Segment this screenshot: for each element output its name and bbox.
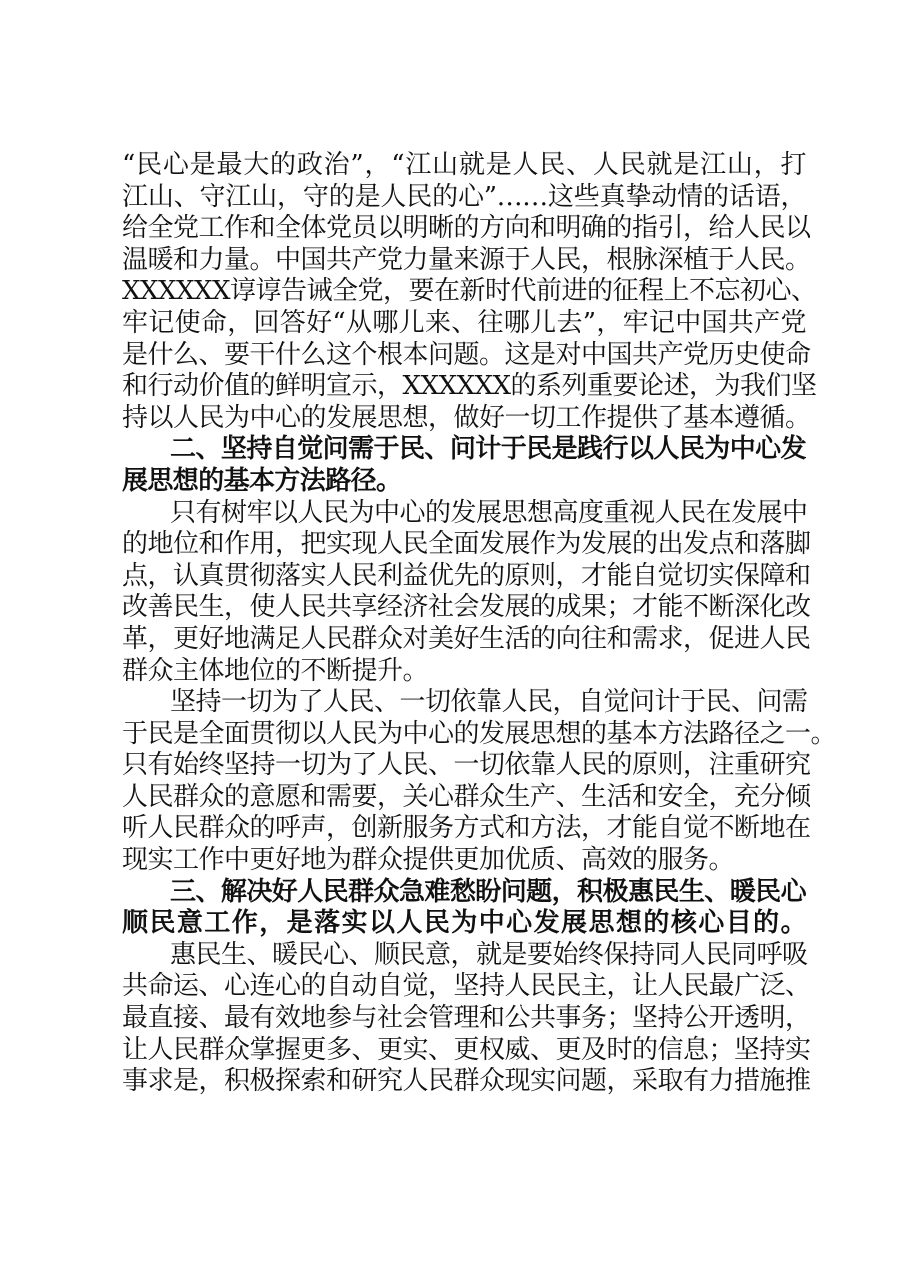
document-body <box>122 150 837 1098</box>
text-line: 现实工作中更好地为群众提供更加优质、高效的服务。 <box>122 845 735 876</box>
text-line: XXXXXX谆谆告诫全党，要在新时代前进的征程上不忘初心、 <box>122 276 817 307</box>
heading-line: 展思想的基本方法路径。 <box>122 465 402 496</box>
heading-line: 顺民意工作，是落实以人民为中心发展思想的核心目的。 <box>122 908 806 939</box>
text-line: 事求是，积极探索和研究人民群众现实问题，采取有力措施推 <box>122 1066 811 1097</box>
text-line: 坚持一切为了人民、一切依靠人民，自觉问计于民、问需 <box>170 687 808 718</box>
text-line: 听人民群众的呼声，创新服务方式和方法，才能自觉不断地在 <box>122 813 811 844</box>
section-heading-3 <box>122 877 806 940</box>
intro-paragraph <box>122 150 817 434</box>
text-line: 于民是全面贯彻以人民为中心的发展思想的基本方法路径之一。 <box>122 718 837 749</box>
text-line: 改善民生，使人民共享经济社会发展的成果；才能不断深化改 <box>122 592 811 623</box>
text-line: 温暖和力量。中国共产党力量来源于人民，根脉深植于人民。 <box>122 244 811 275</box>
heading-line: 三、解决好人民群众急难愁盼问题，积极惠民生、暖民心 <box>170 876 806 907</box>
text-line: 只有始终坚持一切为了人民、一切依靠人民的原则，注重研究 <box>122 750 811 781</box>
text-line: 让人民群众掌握更多、更实、更权威、更及时的信息；坚持实 <box>122 1034 811 1065</box>
text-line: 人民群众的意愿和需要，关心群众生产、生活和安全，充分倾 <box>122 781 811 812</box>
text-line: 点，认真贯彻落实人民利益优先的原则，才能自觉切实保障和 <box>122 560 811 591</box>
text-line: “民心是最大的政治”，“江山就是人民、人民就是江山，打 <box>122 150 806 180</box>
text-line: 只有树牢以人民为中心的发展思想高度重视人民在发展中 <box>170 497 808 528</box>
body-paragraph <box>122 939 811 1098</box>
text-line: 最直接、最有效地参与社会管理和公共事务；坚持公开透明， <box>122 1003 811 1034</box>
text-line: 牢记使命，回答好“从哪儿来、往哪儿去”，牢记中国共产党 <box>122 307 806 338</box>
text-line: 革，更好地满足人民群众对美好生活的向往和需求，促进人民 <box>122 623 811 654</box>
text-line: 持以人民为中心的发展思想，做好一切工作提供了基本遵循。 <box>122 402 811 433</box>
text-line: 江山、守江山，守的是人民的心”……这些真挚动情的话语， <box>122 181 806 212</box>
heading-line: 二、坚持自觉问需于民、问计于民是践行以人民为中心发 <box>170 434 806 465</box>
section-heading-2 <box>122 434 806 497</box>
text-line: 的地位和作用，把实现人民全面发展作为发展的出发点和落脚 <box>122 529 811 560</box>
text-line: 惠民生、暖民心、顺民意，就是要始终保持同人民同呼吸 <box>170 939 808 970</box>
text-line: 给全党工作和全体党员以明晰的方向和明确的指引，给人民以 <box>122 213 811 244</box>
text-line: 是什么、要干什么这个根本问题。这是对中国共产党历史使命 <box>122 339 811 370</box>
body-paragraph <box>122 497 811 688</box>
text-line: 共命运、心连心的自动自觉，坚持人民民主，让人民最广泛、 <box>122 971 811 1002</box>
text-line: 和行动价值的鲜明宣示，XXXXXX的系列重要论述，为我们坚 <box>122 371 817 402</box>
text-line: 群众主体地位的不断提升。 <box>122 655 429 686</box>
body-paragraph <box>122 687 837 877</box>
